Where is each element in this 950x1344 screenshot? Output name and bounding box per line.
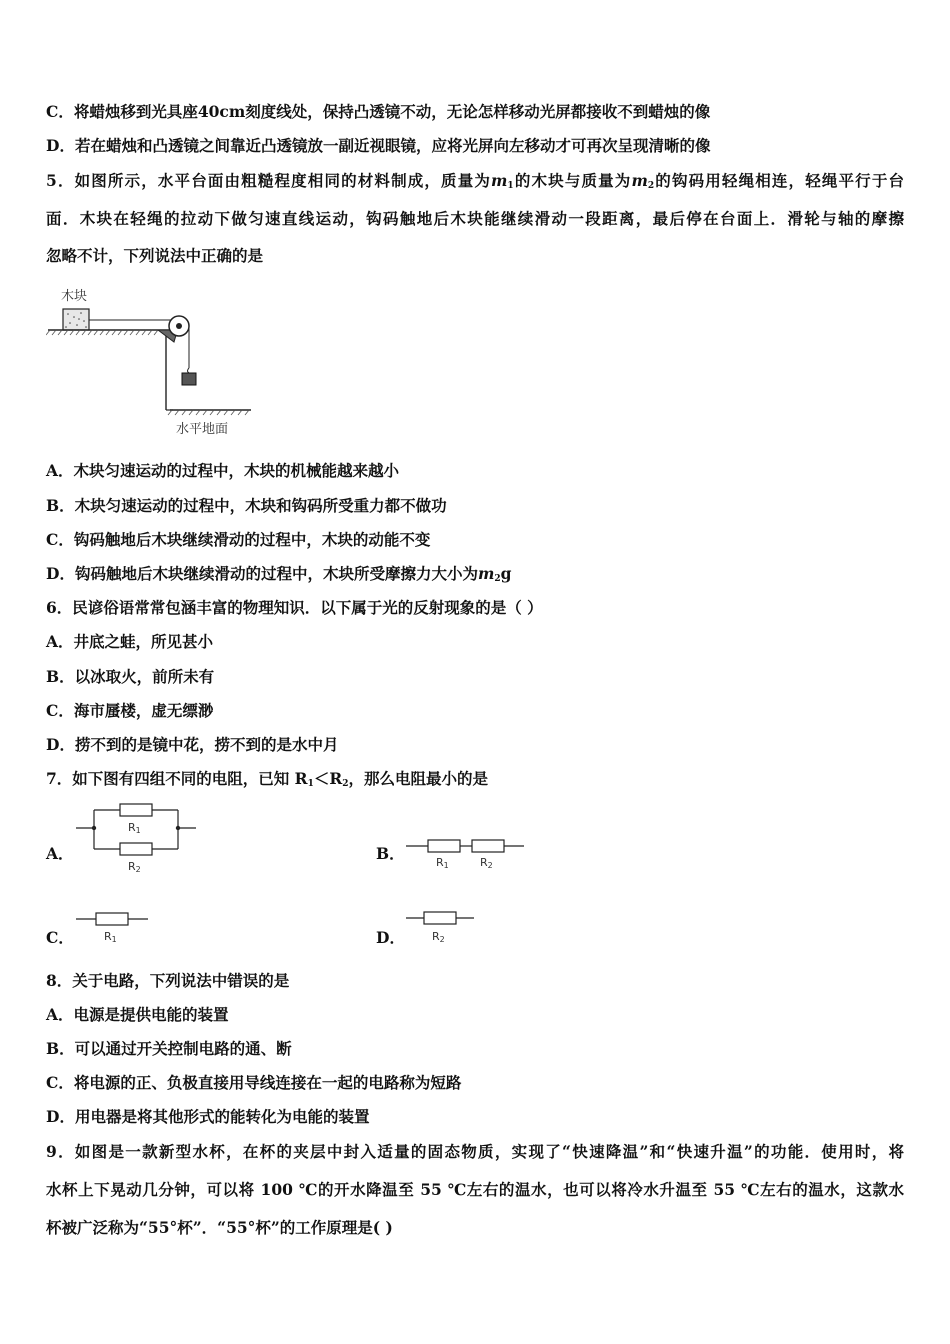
svg-text:R1: R1 <box>436 856 449 870</box>
block-label: 木块 <box>61 289 88 304</box>
q5-option-d: D．钩码触地后木块继续滑动的过程中，木块所受摩擦力大小为$m_2g$ <box>46 564 512 584</box>
svg-text:R2: R2 <box>128 860 141 874</box>
q8-option-d: D．用电器是将其他形式的能转化为电能的装置 <box>46 1107 370 1126</box>
resistor-r2 <box>472 840 504 852</box>
q5-pulley-figure <box>46 282 276 442</box>
hook-weight <box>182 373 196 385</box>
q5-stem-line3: 忽略不计，下列说法中正确的是 <box>46 246 264 265</box>
q7-label-d: D． <box>376 928 405 947</box>
q7-circuit-b-series <box>404 834 526 876</box>
resistor-r1 <box>96 913 128 925</box>
q6-option-d: D．捞不到的是镜中花，捞不到的是水中月 <box>46 735 339 754</box>
q8-option-c: C．将电源的正、负极直接用导线连接在一起的电路称为短路 <box>46 1073 462 1092</box>
q4-option-c: C．将蜡烛移到光具座40cm刻度线处，保持凸透镜不动，无论怎样移动光屏都接收不到蜡烛的像 <box>46 102 711 121</box>
q5-option-c: C．钩码触地后木块继续滑动的过程中，木块的动能不变 <box>46 530 431 549</box>
svg-text:R2: R2 <box>432 930 445 944</box>
q7-circuit-a-parallel <box>74 801 199 875</box>
svg-text:R1: R1 <box>104 930 117 944</box>
resistor-r1 <box>120 804 152 816</box>
q5-option-a: A．木块匀速运动的过程中，木块的机械能越来越小 <box>46 461 400 480</box>
ground-label: 水平地面 <box>176 422 229 437</box>
q6-option-c: C．海市蜃楼，虚无缥渺 <box>46 701 214 720</box>
svg-text:R2: R2 <box>480 856 493 870</box>
q4-option-d: D．若在蜡烛和凸透镜之间靠近凸透镜放一副近视眼镜，应将光屏向左移动才可再次呈现清晰的像 <box>46 136 711 155</box>
q9-stem-line3: 杯被广泛称为“55°杯”．“55°杯”的工作原理是( ) <box>46 1218 393 1237</box>
q9-stem-line1: 9．如图是一款新型水杯，在杯的夹层中封入适量的固态物质，实现了“快速降温”和“快速升温”的功能．使用时，将 <box>46 1142 904 1161</box>
q5-option-b: B．木块匀速运动的过程中，木块和钩码所受重力都不做功 <box>46 496 447 515</box>
q7-label-b: B． <box>376 844 405 863</box>
resistor-r2 <box>120 843 152 855</box>
q8-stem: 8．关于电路，下列说法中错误的是 <box>46 971 290 990</box>
q7-label-c: C． <box>46 928 74 947</box>
q5-stem-line1: 5．如图所示，水平台面由粗糙程度相同的材料制成，质量为$m_1$的木块与质量为$m_2$的钩码用轻绳相连，轻绳平行于台 <box>46 171 904 191</box>
q8-option-b: B．可以通过开关控制电路的通、断 <box>46 1039 292 1058</box>
q6-option-b: B．以冰取火，前所未有 <box>46 667 215 686</box>
q6-stem: 6．民谚俗语常常包涵丰富的物理知识．以下属于光的反射现象的是（ ） <box>46 598 543 617</box>
q7-circuit-d-r2 <box>404 906 476 946</box>
q7-circuit-c-r1 <box>74 908 150 946</box>
q8-option-a: A．电源是提供电能的装置 <box>46 1005 229 1024</box>
svg-text:R1: R1 <box>128 821 141 835</box>
q7-label-a: A． <box>46 844 74 863</box>
resistor-r2 <box>424 912 456 924</box>
q7-stem: 7．如下图有四组不同的电阻，已知 $R_1<R_2$，那么电阻最小的是 <box>46 769 489 789</box>
resistor-r1 <box>428 840 460 852</box>
wooden-block <box>63 309 89 330</box>
q6-option-a: A．井底之蛙，所见甚小 <box>46 632 214 651</box>
q5-stem-line2: 面．木块在轻绳的拉动下做匀速直线运动，钩码触地后木块能继续滑动一段距离，最后停在台面上．滑轮与轴的摩擦 <box>46 209 904 228</box>
q9-stem-line2: 水杯上下晃动几分钟，可以将 100 ℃的开水降温至 55 ℃左右的温水，也可以将冷水升温至 55 ℃左右的温水，这款水 <box>46 1180 904 1199</box>
